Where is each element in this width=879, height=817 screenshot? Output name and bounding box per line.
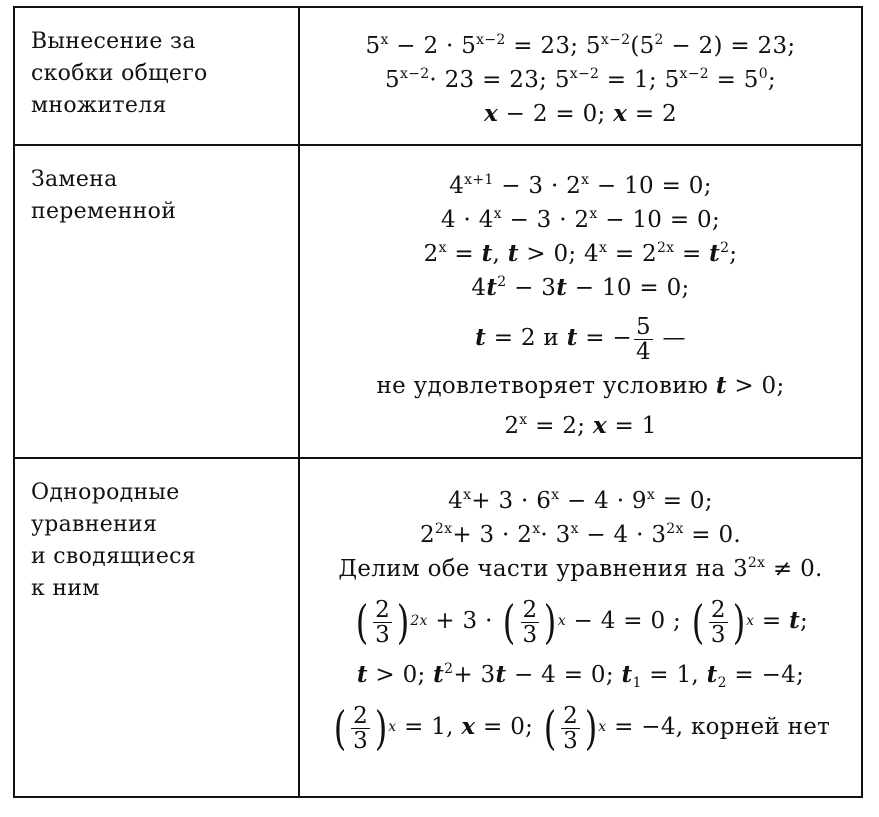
equation-line: $4^{x+1} - 3 \cdot 2^x - 10 = 0$;: [449, 172, 712, 199]
method-label: [31, 26, 281, 122]
fraction: $\frac{5}{4}$: [636, 313, 651, 365]
method-label: [31, 164, 281, 228]
table-row: [15, 459, 861, 798]
label-line: скобки общего: [31, 61, 208, 86]
method-example: [300, 170, 861, 444]
label-line: Однородные: [31, 480, 180, 505]
equation-line: ( $\frac{2}{3}$ ) 2x + 3 · ( $\frac{2}{3}$ ) x − 4 = 0 ; ( $\frac{2}{3}$ ) x = t;: [355, 595, 809, 649]
equation-line: $2^{2x}+ 3 \cdot 2^x\cdot 3^x - 4 \cdot 3^{2x} = 0$.: [419, 521, 742, 548]
equation-line: $5^x - 2 \cdot 5^{x-2} = 23$; $5^{x-2}(5^2 - 2) = 23$;: [365, 32, 796, 59]
equation-line: Делим обе части уравнения на $3^{2x} \ne 0$.: [338, 555, 823, 582]
label-line: Вынесение за: [31, 29, 196, 54]
methods-table: [13, 6, 863, 798]
method-label: [31, 477, 281, 605]
label-line: переменной: [31, 199, 177, 224]
equation-line: $5^{x-2}\cdot 23 = 23$; $5^{x-2} = 1$; $5^{x-2} = 5^0$;: [385, 66, 776, 93]
table-row: [15, 146, 861, 459]
equation-line: x − 2 = 0; x = 2: [484, 100, 677, 127]
equation-line: $4 \cdot 4^x - 3 \cdot 2^x - 10 = 0$;: [440, 206, 721, 233]
table-row: [15, 8, 861, 146]
method-example: [300, 30, 861, 132]
method-example: [300, 485, 861, 761]
equation-line: $2^x = t$, t > 0; $4^x = 2^{2x} = t^2$;: [423, 240, 738, 267]
equation-line: $2^x = 2$; x = 1: [504, 412, 657, 439]
equation-line: $4^x+ 3 \cdot 6^x - 4 \cdot 9^x = 0$;: [448, 487, 713, 514]
equation-line: не удовлетворяет условию t > 0;: [376, 372, 785, 399]
equation-line: ( $\frac{2}{3}$ ) x = 1, x = 0; ( $\frac{2}{3}$ ) x = −4, корней нет: [333, 701, 831, 755]
label-line: уравнения: [31, 512, 158, 537]
label-line: множителя: [31, 93, 167, 118]
equation-line: $4t^2 - 3t - 10 = 0$;: [471, 274, 690, 301]
equation-line: t = 2 и t = − $\frac{5}{4}$ —: [475, 313, 686, 365]
condition-text: не удовлетворяет условию: [376, 373, 709, 399]
label-line: Замена: [31, 167, 118, 192]
equation-line: t > 0; $t^2+ 3t - 4 = 0$; $t_1 = 1$, $t_2 = -4$;: [356, 661, 805, 691]
label-line: к ним: [31, 576, 100, 601]
and-word: и: [543, 325, 560, 351]
label-line: и сводящиеся: [31, 544, 196, 569]
no-roots-text: корней нет: [690, 714, 831, 740]
divide-text: Делим обе части уравнения на: [338, 556, 726, 582]
